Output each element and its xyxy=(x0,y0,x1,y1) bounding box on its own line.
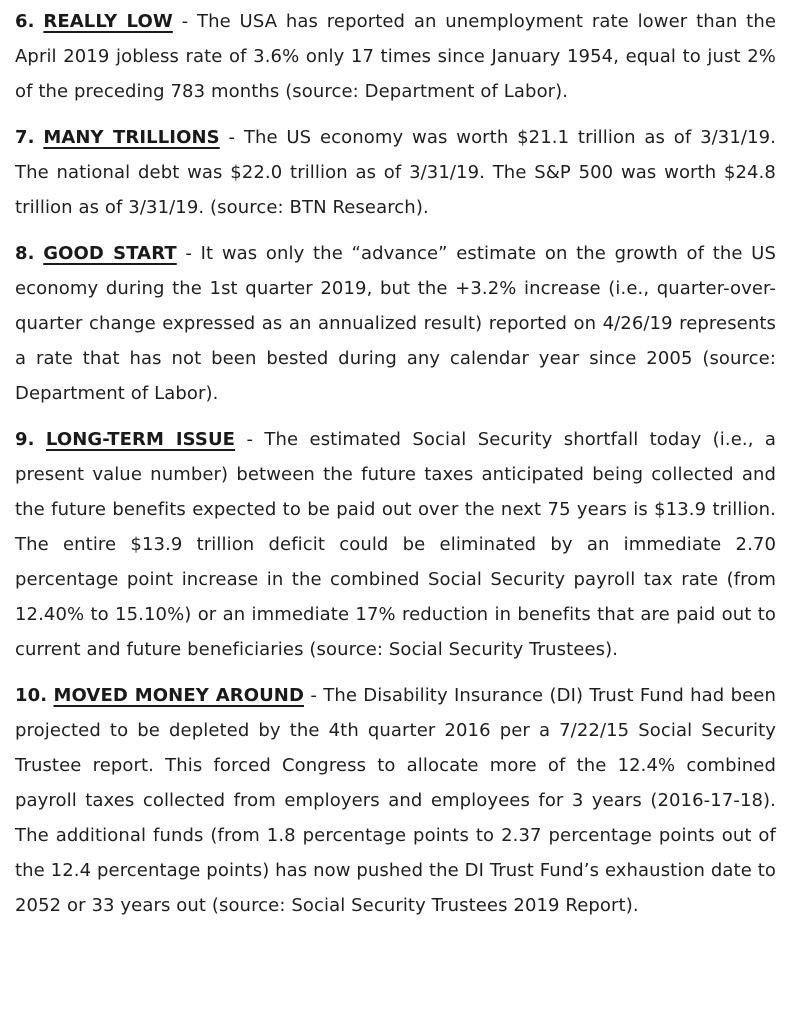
item-body: It was only the “advance” estimate on the growth of the US economy during the 1st quarter 2019, but the +3.2% increase (i.e., quarter-over-quarter change expressed as an annualized result) reported on 4/26/19 represents a rate that has not been bested during any calendar year since 2005 (source: Department of Labor). xyxy=(15,243,776,404)
heading-separator: - xyxy=(172,11,197,32)
item-heading: REALLY LOW xyxy=(43,11,173,32)
item-body: The US economy was worth $21.1 trillion as of 3/31/19. The national debt was $22.0 trillion as of 3/31/19. The S&P 500 was worth $24.8 trillion as of 3/31/19. (source: BTN Research). xyxy=(15,127,776,218)
newsletter-item-7 xyxy=(15,120,776,225)
item-body: The USA has reported an unemployment rate lower than the April 2019 jobless rate of 3.6% only 17 times since January 1954, equal to just 2% of the preceding 783 months (source: Department of Labor). xyxy=(15,11,777,102)
item-number: 9. xyxy=(15,429,35,450)
item-number: 6. xyxy=(15,11,35,32)
item-body: The estimated Social Security shortfall today (i.e., a present value number) between the future taxes anticipated being collected and the future benefits expected to be paid out over the next 75 years is $13.9 trillion. The entire $13.9 trillion deficit could be eliminated by an immediate 2.70 percentage point increase in the combined Social Security payroll tax rate (from 12.40% to 15.10%) or an immediate 17% reduction in benefits that are paid out to current and future beneficiaries (source: Social Security Trustees). xyxy=(15,429,777,660)
newsletter-item-8 xyxy=(15,236,776,411)
item-number: 10. xyxy=(15,685,48,706)
item-heading: GOOD START xyxy=(43,243,177,264)
item-number: 7. xyxy=(15,127,35,148)
item-heading: LONG-TERM ISSUE xyxy=(45,429,236,450)
heading-separator: - xyxy=(219,127,244,148)
heading-separator: - xyxy=(235,429,265,450)
item-heading: MOVED MONEY AROUND xyxy=(53,685,305,706)
item-heading: MANY TRILLIONS xyxy=(43,127,220,148)
newsletter-page xyxy=(15,4,776,923)
item-number: 8. xyxy=(15,243,35,264)
heading-separator: - xyxy=(176,243,201,264)
newsletter-item-10 xyxy=(15,678,776,923)
heading-separator: - xyxy=(304,685,324,706)
newsletter-item-6 xyxy=(15,4,776,109)
item-body: The Disability Insurance (DI) Trust Fund had been projected to be depleted by the 4th quarter 2016 per a 7/22/15 Social Security Trustee report. This forced Congress to allocate more of the 12.4% combined payroll taxes collected from employers and employees for 3 years (2016-17-18). The additional funds (from 1.8 percentage points to 2.37 percentage points out of the 12.4 percentage points) has now pushed the DI Trust Fund’s exhaustion date to 2052 or 33 years out (source: Social Security Trustees 2019 Report). xyxy=(15,685,776,916)
newsletter-item-9 xyxy=(15,422,776,667)
